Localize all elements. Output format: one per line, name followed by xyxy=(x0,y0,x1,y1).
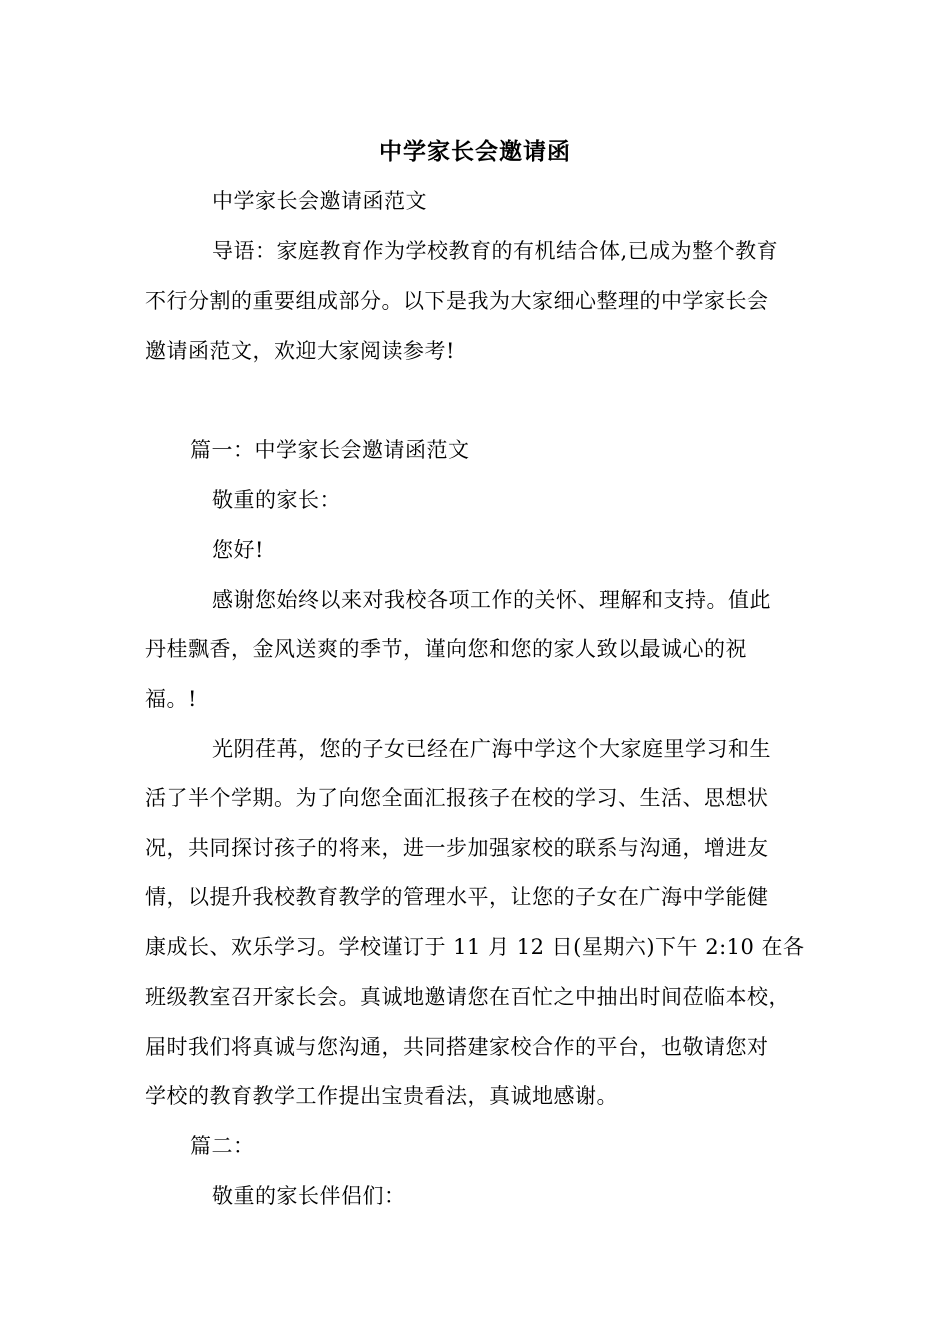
para2-line-3: 况，共同探讨孩子的将来，进一步加强家校的联系与沟通，增进友 xyxy=(145,836,769,860)
para1-line-2: 丹桂飘香，金风送爽的季节，谨向您和您的家人致以最诚心的祝 xyxy=(145,637,747,661)
intro-line-3: 邀请函范文，欢迎大家阅读参考! xyxy=(145,339,455,363)
section-heading-2: 篇二： xyxy=(190,1134,255,1158)
para2-line-4: 情，以提升我校教育教学的管理水平，让您的子女在广海中学能健 xyxy=(145,885,769,909)
para2-line-5: 康成长、欢乐学习。学校谨订于 11 月 12 日(星期六)下午 2:10 在各 xyxy=(145,935,805,959)
salutation-2: 敬重的家长伴侣们： xyxy=(212,1184,406,1208)
document-subtitle: 中学家长会邀请函范文 xyxy=(212,189,427,213)
para2-line-2: 活了半个学期。为了向您全面汇报孩子在校的学习、生活、思想状 xyxy=(145,786,769,810)
document-title: 中学家长会邀请函 xyxy=(379,138,571,165)
para1-line-3: 福。! xyxy=(145,687,197,711)
salutation-1: 敬重的家长： xyxy=(212,488,341,512)
greeting: 您好! xyxy=(212,538,264,562)
intro-line-1: 导语：家庭教育作为学校教育的有机结合体,已成为整个教育 xyxy=(212,239,779,263)
intro-line-2: 不行分割的重要组成部分。以下是我为大家细心整理的中学家长会 xyxy=(145,289,769,313)
para2-line-8: 学校的教育教学工作提出宝贵看法，真诚地感谢。 xyxy=(145,1084,618,1108)
para2-line-6: 班级教室召开家长会。真诚地邀请您在百忙之中抽出时间莅临本校， xyxy=(145,985,790,1009)
section-heading-1: 篇一：中学家长会邀请函范文 xyxy=(190,438,470,462)
para1-line-1: 感谢您始终以来对我校各项工作的关怀、理解和支持。值此 xyxy=(212,588,771,612)
para2-line-1: 光阴荏苒，您的子女已经在广海中学这个大家庭里学习和生 xyxy=(212,737,771,761)
para2-line-7: 届时我们将真诚与您沟通，共同搭建家校合作的平台，也敬请您对 xyxy=(145,1035,769,1059)
